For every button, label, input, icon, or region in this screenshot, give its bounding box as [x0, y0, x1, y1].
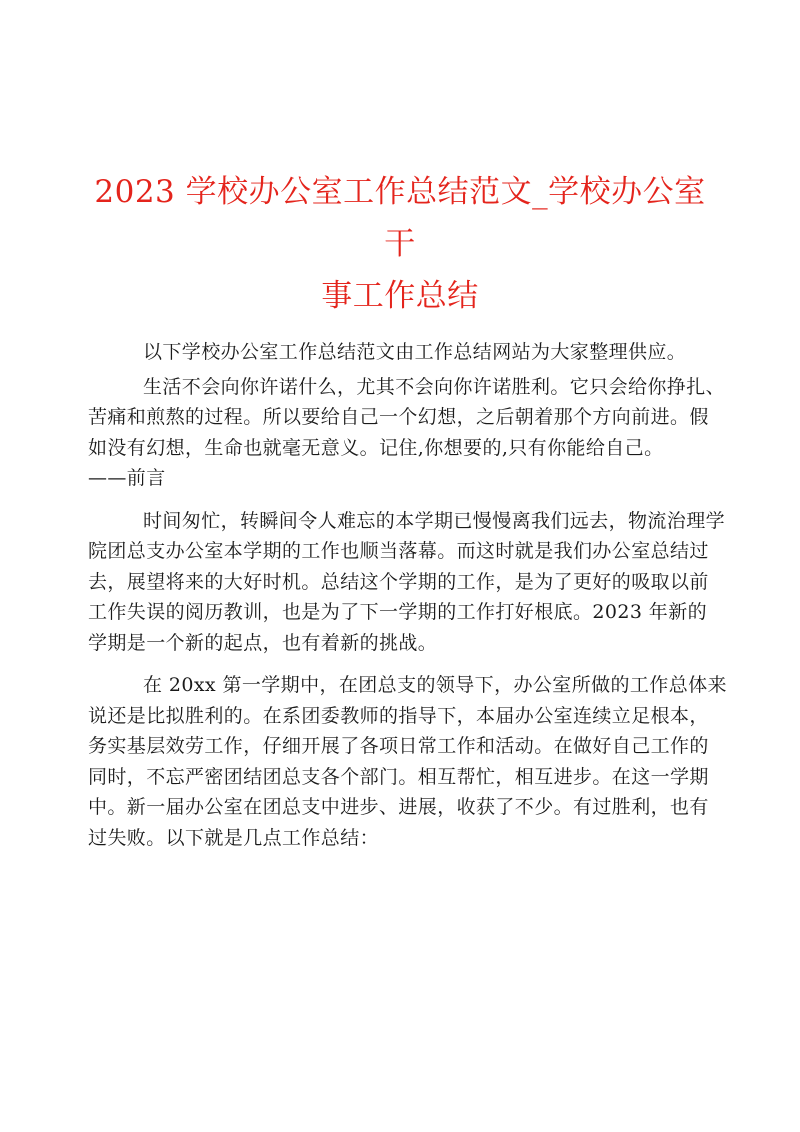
- paragraph-time: [88, 506, 726, 659]
- paragraph-line: 时间匆忙，转瞬间令人难忘的本学期已慢慢离我们远去，物流治理学: [143, 509, 726, 532]
- paragraph-line: 如没有幻想，生命也就毫无意义。记住,你想要的,只有你能给自己。: [88, 436, 664, 459]
- paragraph-line: 院团总支办公室本学期的工作也顺当落幕。而这时就是我们办公室总结过: [88, 540, 709, 562]
- paragraph-intro: [88, 337, 712, 368]
- document-body: [88, 337, 727, 853]
- title-line-2: 事工作总结: [321, 278, 479, 314]
- paragraph-line: 中。新一届办公室在团总支中进步、进展，收获了不少。有过胜利，也有: [88, 796, 709, 818]
- paragraph-line: 去，展望将来的大好时机。总结这个学期的工作，是为了更好的吸取以前: [88, 570, 709, 593]
- paragraph-line: ——前言: [88, 467, 166, 489]
- paragraph-line: 同时，不忘严密团结团总支各个部门。相互帮忙，相互进步。在这一学期: [88, 765, 709, 788]
- paragraph-line: 生活不会向你许诺什么，尤其不会向你许诺胜利。它只会给你挣扎、: [143, 375, 726, 398]
- title-line-1: 2023 学校办公室工作总结范文_学校办公室干: [94, 174, 706, 262]
- paragraph-line: 在 20xx 第一学期中，在团总支的领导下，办公室所做的工作总体来: [143, 674, 727, 696]
- paragraph-semester: [88, 670, 727, 853]
- paragraph-line: 以下学校办公室工作总结范文由工作总结网站为大家整理供应。: [143, 341, 687, 363]
- paragraph-line: 学期是一个新的起点，也有着新的挑战。: [88, 631, 438, 654]
- paragraph-line: 说还是比拟胜利的。在系团委教师的指导下，本届办公室连续立足根本，: [88, 704, 709, 727]
- paragraph-line: 工作失误的阅历教训，也是为了下一学期的工作打好根底。2023 年新的: [88, 601, 707, 623]
- paragraph-preface: [88, 372, 726, 494]
- document-title: [90, 166, 710, 322]
- paragraph-line: 苦痛和煎熬的过程。所以要给自己一个幻想，之后朝着那个方向前进。假: [88, 406, 709, 428]
- paragraph-line: 务实基层效劳工作，仔细开展了各项日常工作和活动。在做好自己工作的: [88, 735, 709, 757]
- paragraph-line: 过失败。以下就是几点工作总结：: [88, 826, 380, 849]
